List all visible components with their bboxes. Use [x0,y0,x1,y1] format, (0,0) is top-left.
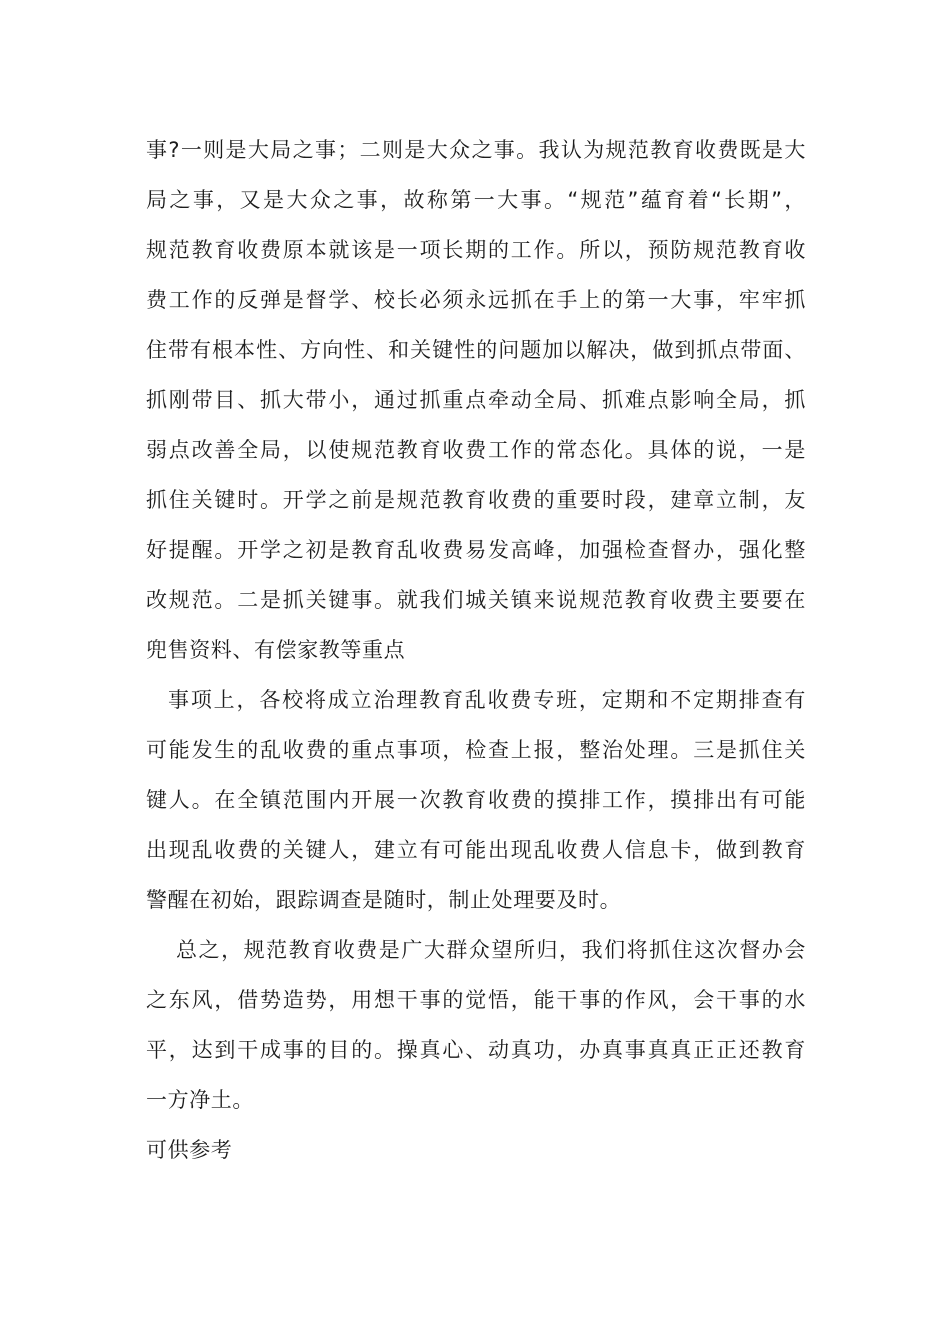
paragraph-2-line-2: 可能发生的乱收费的重点事项，检查上报，整治处理。三是抓住关 [146,738,806,762]
paragraph-1-line-6: 抓刚带目、抓大带小，通过抓重点牵动全局、抓难点影响全局，抓 [146,388,806,412]
paragraph-2-line-3: 键人。在全镇范围内开展一次教育收费的摸排工作，摸排出有可能 [146,788,806,812]
paragraph-1-line-8: 抓住关键时。开学之前是规范教育收费的重要时段，建章立制，友 [146,488,806,512]
paragraph-1-line-10: 改规范。二是抓关键事。就我们城关镇来说规范教育收费主要要在 [146,588,806,612]
paragraph-1-line-3: 规范教育收费原本就该是一项长期的工作。所以，预防规范教育收 [146,238,806,262]
paragraph-1-line-1: 事?一则是大局之事；二则是大众之事。我认为规范教育收费既是大 [146,138,806,162]
paragraph-2-line-1: 事项上，各校将成立治理教育乱收费专班，定期和不定期排查有 [168,688,806,712]
paragraph-1-line-4: 费工作的反弹是督学、校长必须永远抓在手上的第一大事，牢牢抓 [146,288,806,312]
paragraph-3-line-1: 总之，规范教育收费是广大群众望所归，我们将抓住这次督办会 [176,938,806,962]
paragraph-2-line-4: 出现乱收费的关键人，建立有可能出现乱收费人信息卡，做到教育 [146,838,806,862]
paragraph-1-line-11: 兜售资料、有偿家教等重点 [146,638,406,662]
paragraph-1-line-2: 局之事，又是大众之事，故称第一大事。“规范”蕴育着“长期”， [146,188,806,212]
paragraph-1-line-5: 住带有根本性、方向性、和关键性的问题加以解决，做到抓点带面、 [146,338,806,362]
paragraph-1-line-9: 好提醒。开学之初是教育乱收费易发高峰，加强检查督办，强化整 [146,538,806,562]
paragraph-3-line-4: 一方净土。 [146,1088,254,1112]
paragraph-1-line-7: 弱点改善全局，以使规范教育收费工作的常态化。具体的说，一是 [146,438,806,462]
paragraph-2-line-5: 警醒在初始，跟踪调查是随时，制止处理要及时。 [146,888,622,912]
paragraph-3-line-3: 平，达到干成事的目的。操真心、动真功，办真事真真正正还教育 [146,1038,806,1062]
footer-note: 可供参考 [146,1138,233,1162]
paragraph-3-line-2: 之东风，借势造势，用想干事的觉悟，能干事的作风，会干事的水 [146,988,806,1012]
